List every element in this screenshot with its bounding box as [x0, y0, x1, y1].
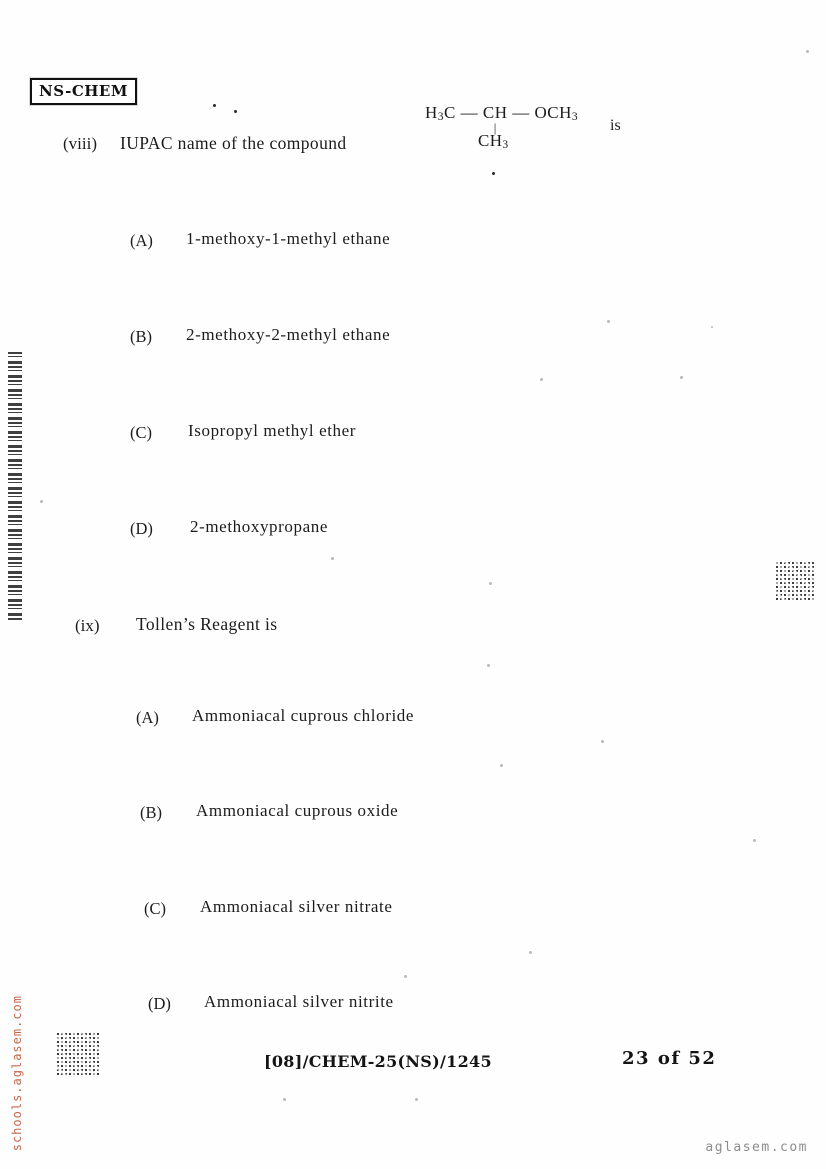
subject-stamp: NS-CHEM	[30, 78, 137, 105]
qr-code-icon	[55, 1032, 100, 1077]
option-label-ix-d: (D)	[148, 994, 171, 1013]
scan-speck	[415, 1098, 418, 1101]
barcode-icon	[8, 352, 22, 622]
option-label-ix-a: (A)	[136, 708, 159, 727]
option-label-viii-b: (B)	[130, 327, 152, 346]
scan-speck	[540, 378, 543, 381]
ink-dot	[213, 104, 216, 107]
scan-speck	[283, 1098, 286, 1101]
scan-speck	[331, 557, 334, 560]
option-label-viii-c: (C)	[130, 423, 152, 442]
option-label-ix-b: (B)	[140, 803, 162, 822]
qr-code-icon	[774, 560, 816, 602]
option-text-ix-b[interactable]: Ammoniacal cuprous oxide	[196, 801, 399, 820]
option-text-ix-a[interactable]: Ammoniacal cuprous chloride	[192, 706, 415, 725]
scan-speck	[806, 50, 809, 53]
question-trailing-word: is	[610, 117, 621, 134]
side-url-label: schools.aglasem.com	[10, 994, 24, 1151]
question-number-ix: (ix)	[75, 616, 100, 635]
scan-speck	[680, 376, 683, 379]
question-text-ix: Tollen’s Reagent is	[136, 614, 278, 634]
scan-speck	[489, 582, 492, 585]
question-number-viii: (viii)	[63, 134, 97, 153]
ink-dot	[234, 110, 237, 113]
option-text-ix-d[interactable]: Ammoniacal silver nitrite	[204, 992, 394, 1011]
scan-speck	[601, 740, 604, 743]
scan-speck	[529, 951, 532, 954]
scan-speck	[40, 500, 43, 503]
formula-branch: $CH_3$	[478, 131, 509, 151]
scan-speck	[711, 326, 713, 328]
question-text-viii: IUPAC name of the compound	[120, 133, 347, 153]
formula-bond: |	[493, 120, 497, 135]
page-number: 23 of 52	[622, 1048, 717, 1069]
option-text-viii-a[interactable]: 1-methoxy-1-methyl ethane	[186, 229, 391, 248]
option-label-viii-a: (A)	[130, 231, 153, 250]
ink-dot	[492, 172, 495, 175]
scan-speck	[607, 320, 610, 323]
scan-speck	[500, 764, 503, 767]
scan-speck	[753, 839, 756, 842]
watermark-label: aglasem.com	[705, 1140, 808, 1155]
formula-main-chain: $H_3C$ — CH — $OCH_3$	[425, 103, 579, 123]
option-text-viii-b[interactable]: 2-methoxy-2-methyl ethane	[186, 325, 391, 344]
option-label-ix-c: (C)	[144, 899, 166, 918]
scan-speck	[487, 664, 490, 667]
structural-formula	[425, 103, 621, 151]
option-text-ix-c[interactable]: Ammoniacal silver nitrate	[200, 897, 393, 916]
option-text-viii-d[interactable]: 2-methoxypropane	[190, 517, 329, 536]
option-text-viii-c[interactable]: Isopropyl methyl ether	[188, 421, 357, 440]
scan-speck	[404, 975, 407, 978]
option-label-viii-d: (D)	[130, 519, 153, 538]
paper-code: [08]/CHEM-25(NS)/1245	[264, 1052, 492, 1071]
